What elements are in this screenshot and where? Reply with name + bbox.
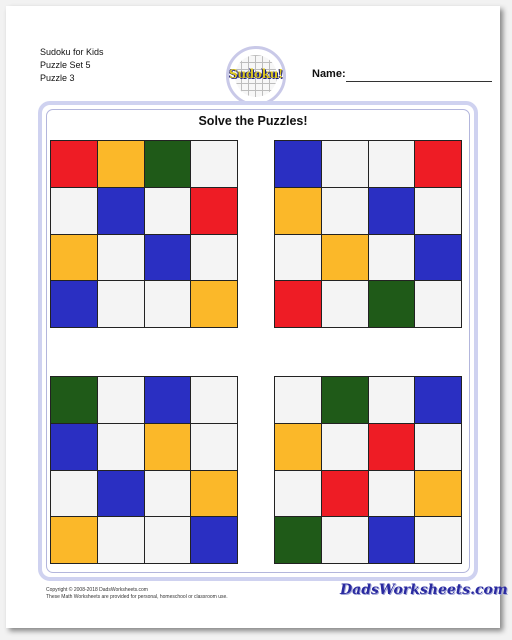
puzzle-4-cell-r2c1 [275, 424, 321, 470]
puzzle-4-cell-r2c2[interactable] [322, 424, 368, 470]
puzzle-1-cell-r1c2 [98, 141, 144, 187]
brand-logo[interactable]: DadsWorksheets.com [340, 582, 508, 598]
puzzle-3-cell-r3c3[interactable] [145, 471, 191, 517]
puzzle-4-cell-r4c3 [369, 517, 415, 563]
puzzle-3-cell-r3c4 [191, 471, 237, 517]
puzzle-3-cell-r2c3 [145, 424, 191, 470]
puzzle-3-cell-r3c2 [98, 471, 144, 517]
header-title: Sudoku for Kids [40, 47, 104, 57]
puzzle-4-cell-r3c4 [415, 471, 461, 517]
puzzle-1-cell-r3c2[interactable] [98, 235, 144, 281]
puzzle-4-cell-r4c2[interactable] [322, 517, 368, 563]
puzzle-2-cell-r1c4 [415, 141, 461, 187]
puzzle-2-cell-r4c4[interactable] [415, 281, 461, 327]
puzzle-1-cell-r3c4[interactable] [191, 235, 237, 281]
puzzle-4-cell-r2c3 [369, 424, 415, 470]
puzzle-2-cell-r3c3[interactable] [369, 235, 415, 281]
puzzle-3-cell-r1c1 [51, 377, 97, 423]
puzzle-1-cell-r3c1 [51, 235, 97, 281]
puzzle-1-cell-r2c1[interactable] [51, 188, 97, 234]
puzzle-4-cell-r2c4[interactable] [415, 424, 461, 470]
puzzle-1-cell-r4c4 [191, 281, 237, 327]
footer-text [46, 587, 228, 601]
puzzle-2-cell-r3c2 [322, 235, 368, 281]
puzzle-1-cell-r1c3 [145, 141, 191, 187]
puzzle-4-cell-r4c4[interactable] [415, 517, 461, 563]
puzzle-2-cell-r1c2[interactable] [322, 141, 368, 187]
header-puzzle-set: Puzzle Set 5 [40, 60, 91, 70]
puzzle-1-cell-r4c3[interactable] [145, 281, 191, 327]
puzzle-4-cell-r3c3[interactable] [369, 471, 415, 517]
puzzle-2-cell-r3c4 [415, 235, 461, 281]
puzzle-2-cell-r4c2[interactable] [322, 281, 368, 327]
puzzle-3-cell-r1c4[interactable] [191, 377, 237, 423]
puzzle-3-cell-r4c3[interactable] [145, 517, 191, 563]
name-field[interactable] [346, 81, 492, 82]
puzzle-2-cell-r2c1 [275, 188, 321, 234]
puzzle-4-cell-r1c3[interactable] [369, 377, 415, 423]
puzzle-2-cell-r2c2[interactable] [322, 188, 368, 234]
page-title: Solve the Puzzles! [198, 114, 308, 128]
copyright-text: Copyright © 2008-2018 DadsWorksheets.com [46, 587, 148, 593]
puzzle-3-cell-r4c4 [191, 517, 237, 563]
puzzle-4-cell-r1c2 [322, 377, 368, 423]
puzzle-3-cell-r1c2[interactable] [98, 377, 144, 423]
puzzle-4-cell-r1c4 [415, 377, 461, 423]
puzzle-grid-1 [50, 140, 238, 328]
puzzle-3-cell-r2c4[interactable] [191, 424, 237, 470]
puzzle-2-cell-r3c1[interactable] [275, 235, 321, 281]
puzzle-3-cell-r4c1 [51, 517, 97, 563]
puzzle-grid-4 [274, 376, 462, 564]
puzzle-2-cell-r1c3[interactable] [369, 141, 415, 187]
puzzle-3-cell-r3c1[interactable] [51, 471, 97, 517]
worksheet-page [6, 6, 508, 628]
puzzle-grid-2 [274, 140, 462, 328]
puzzle-2-cell-r4c1 [275, 281, 321, 327]
puzzle-1-cell-r2c2 [98, 188, 144, 234]
puzzle-3-cell-r2c1 [51, 424, 97, 470]
puzzle-4-cell-r4c1 [275, 517, 321, 563]
puzzle-3-cell-r1c3 [145, 377, 191, 423]
puzzle-1-cell-r2c4 [191, 188, 237, 234]
header-puzzle-number: Puzzle 3 [40, 73, 75, 83]
name-label: Name: [312, 68, 346, 80]
puzzle-4-cell-r3c2 [322, 471, 368, 517]
puzzle-2-cell-r1c1 [275, 141, 321, 187]
puzzle-1-cell-r3c3 [145, 235, 191, 281]
puzzle-2-cell-r2c3 [369, 188, 415, 234]
puzzle-1-cell-r1c1 [51, 141, 97, 187]
puzzle-4-cell-r3c1[interactable] [275, 471, 321, 517]
puzzle-1-cell-r4c1 [51, 281, 97, 327]
puzzle-grid-3 [50, 376, 238, 564]
sudoku-logo [226, 46, 286, 106]
puzzle-1-cell-r2c3[interactable] [145, 188, 191, 234]
puzzle-4-cell-r1c1[interactable] [275, 377, 321, 423]
puzzle-3-cell-r2c2[interactable] [98, 424, 144, 470]
puzzle-3-cell-r4c2[interactable] [98, 517, 144, 563]
header-info [40, 46, 104, 85]
logo-text: Sudoku! [229, 67, 283, 81]
usage-note: These Math Worksheets are provided for personal, homeschool or classroom use. [46, 594, 228, 600]
puzzle-2-cell-r2c4[interactable] [415, 188, 461, 234]
puzzle-1-cell-r1c4[interactable] [191, 141, 237, 187]
puzzle-2-cell-r4c3 [369, 281, 415, 327]
puzzle-1-cell-r4c2[interactable] [98, 281, 144, 327]
